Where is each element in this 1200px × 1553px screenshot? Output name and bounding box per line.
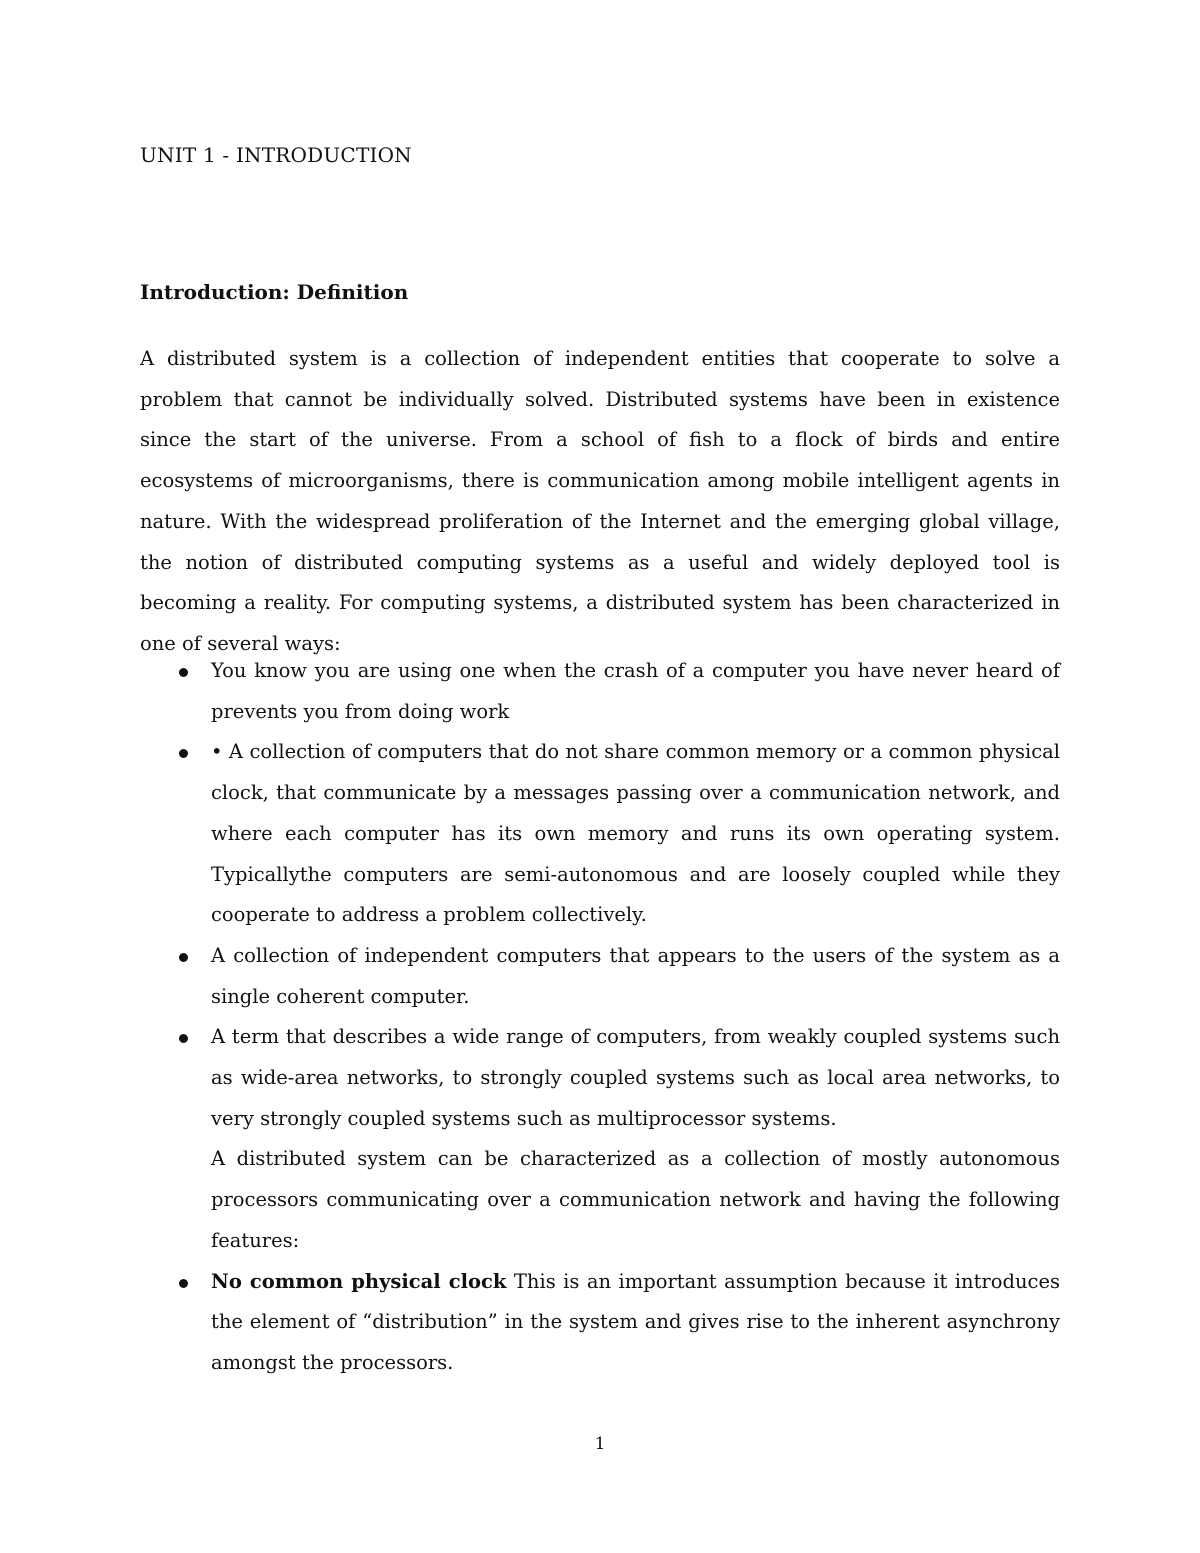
bullet-icon <box>179 668 188 677</box>
section-heading: Introduction: Definition <box>140 280 409 304</box>
list-item <box>140 732 1060 936</box>
list-item <box>140 651 1060 732</box>
list-item-text: You know you are using one when the crash of a computer you have never heard of prevents you from doing work <box>211 659 1060 723</box>
features-intro-paragraph: A distributed system can be characterized as a collection of mostly autonomous processors communicating over a communication network and having the following features: <box>211 1147 1060 1252</box>
feature-title: No common physical clock <box>211 1269 507 1293</box>
bullet-icon <box>179 1279 188 1288</box>
list-item <box>140 936 1060 1017</box>
bullet-icon <box>179 749 188 758</box>
feature-description: This is an important assumption because it introduces the element of “distribution” in the system and gives rise to the inherent asynchrony amongst the processors. <box>211 1269 1060 1374</box>
list-item <box>140 1017 1060 1139</box>
intro-paragraph: A distributed system is a collection of independent entities that cooperate to solve a problem that cannot be individually solved. Distributed systems have been in existence since the start of the universe. From a school of fish to a flock of birds and entire ecosystems of microorganisms, there is communication among mobile intelligent agents in nature. With the widespread proliferation of the Internet and the emerging global village, the notion of distributed computing systems as a useful and widely deployed tool is becoming a reality. For computing systems, a distributed system has been characterized in one of several ways: <box>140 347 1060 655</box>
definition-list <box>140 651 1060 1384</box>
unit-title: UNIT 1 - INTRODUCTION <box>140 143 412 167</box>
list-item-text: A collection of independent computers that appears to the users of the system as a single coherent computer. <box>211 943 1060 1008</box>
features-intro-item <box>140 1139 1060 1261</box>
list-item-text: A term that describes a wide range of computers, from weakly coupled systems such as wide-area networks, to strongly coupled systems such as local area networks, to very strongly coupled systems such as multiprocessor systems. <box>211 1025 1060 1130</box>
bullet-icon <box>179 953 188 962</box>
page-number: 1 <box>594 1434 606 1454</box>
bullet-icon <box>179 1034 188 1043</box>
list-item-text: • A collection of computers that do not share common memory or a common physical clock, that communicate by a messages passing over a communication network, and where each computer has its own memory and runs its own operating system. Typicallythe computers are semi-autonomous and are loosely coupled while they cooperate to address a problem collectively. <box>211 740 1060 927</box>
feature-list-item <box>140 1262 1060 1384</box>
